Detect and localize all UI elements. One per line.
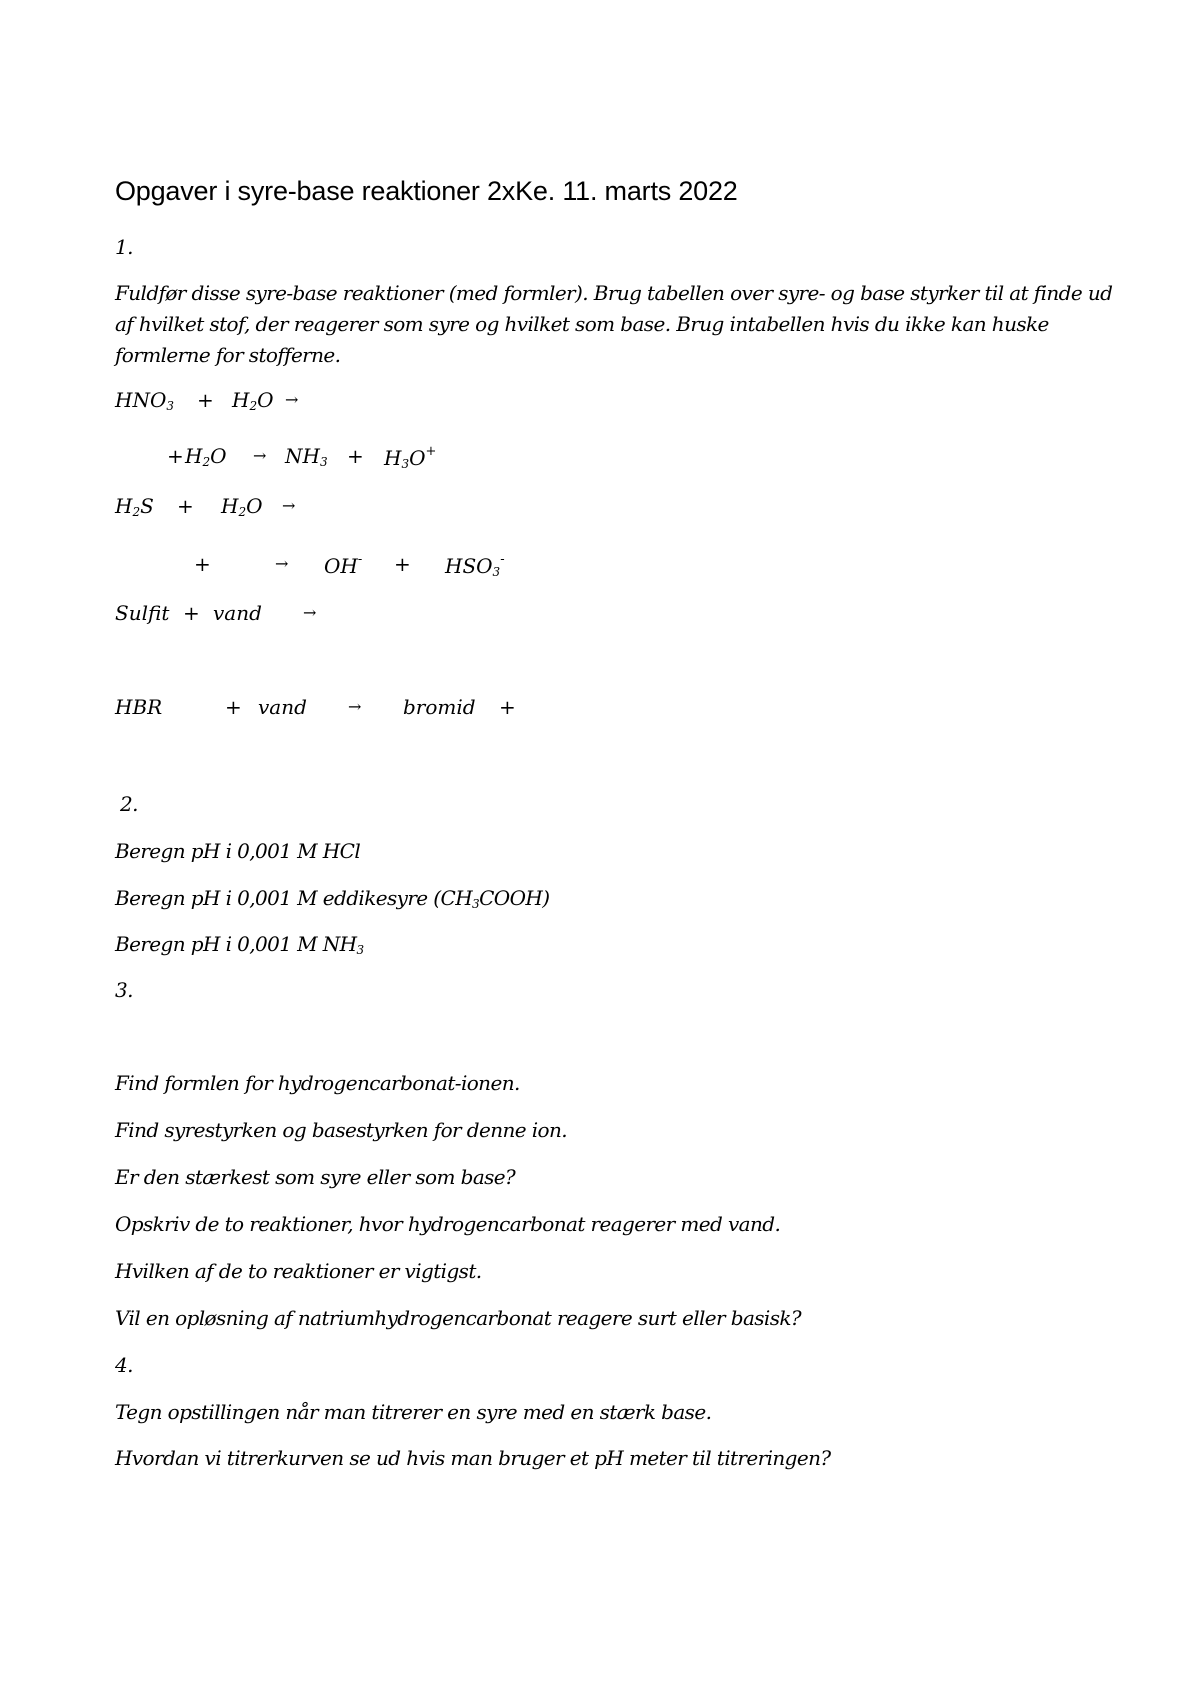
question-3-line: Find syrestyrken og basestyrken for denne ion. bbox=[115, 1118, 568, 1142]
question-4-number: 4. bbox=[115, 1353, 133, 1377]
plus-sign: + bbox=[177, 494, 194, 518]
arrow-icon: → bbox=[282, 496, 296, 515]
reactant: vand bbox=[213, 601, 262, 625]
product: OH- bbox=[324, 552, 363, 578]
product: $HSO_3^-$ bbox=[445, 552, 505, 579]
arrow-icon: → bbox=[275, 554, 289, 573]
question-1-number: 1. bbox=[115, 235, 133, 259]
arrow-icon: → bbox=[253, 446, 267, 465]
question-2-line: Beregn pH i 0,001 M HCl bbox=[115, 839, 361, 863]
question-3-line: Vil en opløsning af natriumhydrogencarbonat reagere surt eller basisk? bbox=[115, 1306, 802, 1330]
question-2-line: Beregn pH i 0,001 M $NH_3$ bbox=[115, 932, 364, 957]
reactant: $H_2O$ bbox=[185, 444, 227, 469]
reactant: $H_2S$ bbox=[115, 494, 154, 519]
question-1-intro: Fuldfør disse syre-base reaktioner (med formler). Brug tabellen over syre- og base styrker til at finde ud af hvilket stof, der reagerer som syre og hvilket som base. Brug intabellen hvis du ikke kan huske formlerne for stofferne. bbox=[115, 281, 1113, 367]
plus-sign: + bbox=[167, 444, 184, 468]
plus-sign: + bbox=[347, 444, 364, 468]
question-3-line: Hvilken af de to reaktioner er vigtigst. bbox=[115, 1259, 482, 1283]
product: $NH_3$ bbox=[285, 444, 328, 469]
reactant: HBR bbox=[115, 695, 163, 719]
arrow-icon: → bbox=[285, 390, 299, 409]
question-3-line: Er den stærkest som syre eller som base? bbox=[115, 1165, 516, 1189]
reactant: $H_2O$ bbox=[232, 388, 274, 413]
arrow-icon: → bbox=[348, 697, 362, 716]
question-2-line: Beregn pH i 0,001 M eddikesyre $(CH_3COOH)$ bbox=[115, 886, 550, 911]
question-2-number: 2. bbox=[120, 792, 138, 816]
question-3-number: 3. bbox=[115, 978, 133, 1002]
plus-sign: + bbox=[194, 552, 211, 576]
reactant: Sulfit bbox=[115, 601, 170, 625]
question-4-line: Tegn opstillingen når man titrerer en syre med en stærk base. bbox=[115, 1400, 712, 1424]
plus-sign: + bbox=[225, 695, 242, 719]
plus-sign: + bbox=[197, 388, 214, 412]
question-4-line: Hvordan vi titrerkurven se ud hvis man bruger et pH meter til titreringen? bbox=[115, 1446, 831, 1470]
arrow-icon: → bbox=[303, 603, 317, 622]
reactant: vand bbox=[258, 695, 307, 719]
question-3-line: Opskriv de to reaktioner, hvor hydrogencarbonat reagerer med vand. bbox=[115, 1212, 781, 1236]
page-title: Opgaver i syre-base reaktioner 2xKe. 11. marts 2022 bbox=[115, 176, 738, 206]
plus-sign: + bbox=[499, 695, 516, 719]
plus-sign: + bbox=[394, 552, 411, 576]
product: bromid bbox=[403, 695, 476, 719]
plus-sign: + bbox=[183, 601, 200, 625]
product: $H_3O^+$ bbox=[384, 444, 437, 471]
question-3-line: Find formlen for hydrogencarbonat-ionen. bbox=[115, 1071, 520, 1095]
reactant: $HNO_3$ bbox=[115, 388, 174, 413]
reactant: $H_2O$ bbox=[221, 494, 263, 519]
